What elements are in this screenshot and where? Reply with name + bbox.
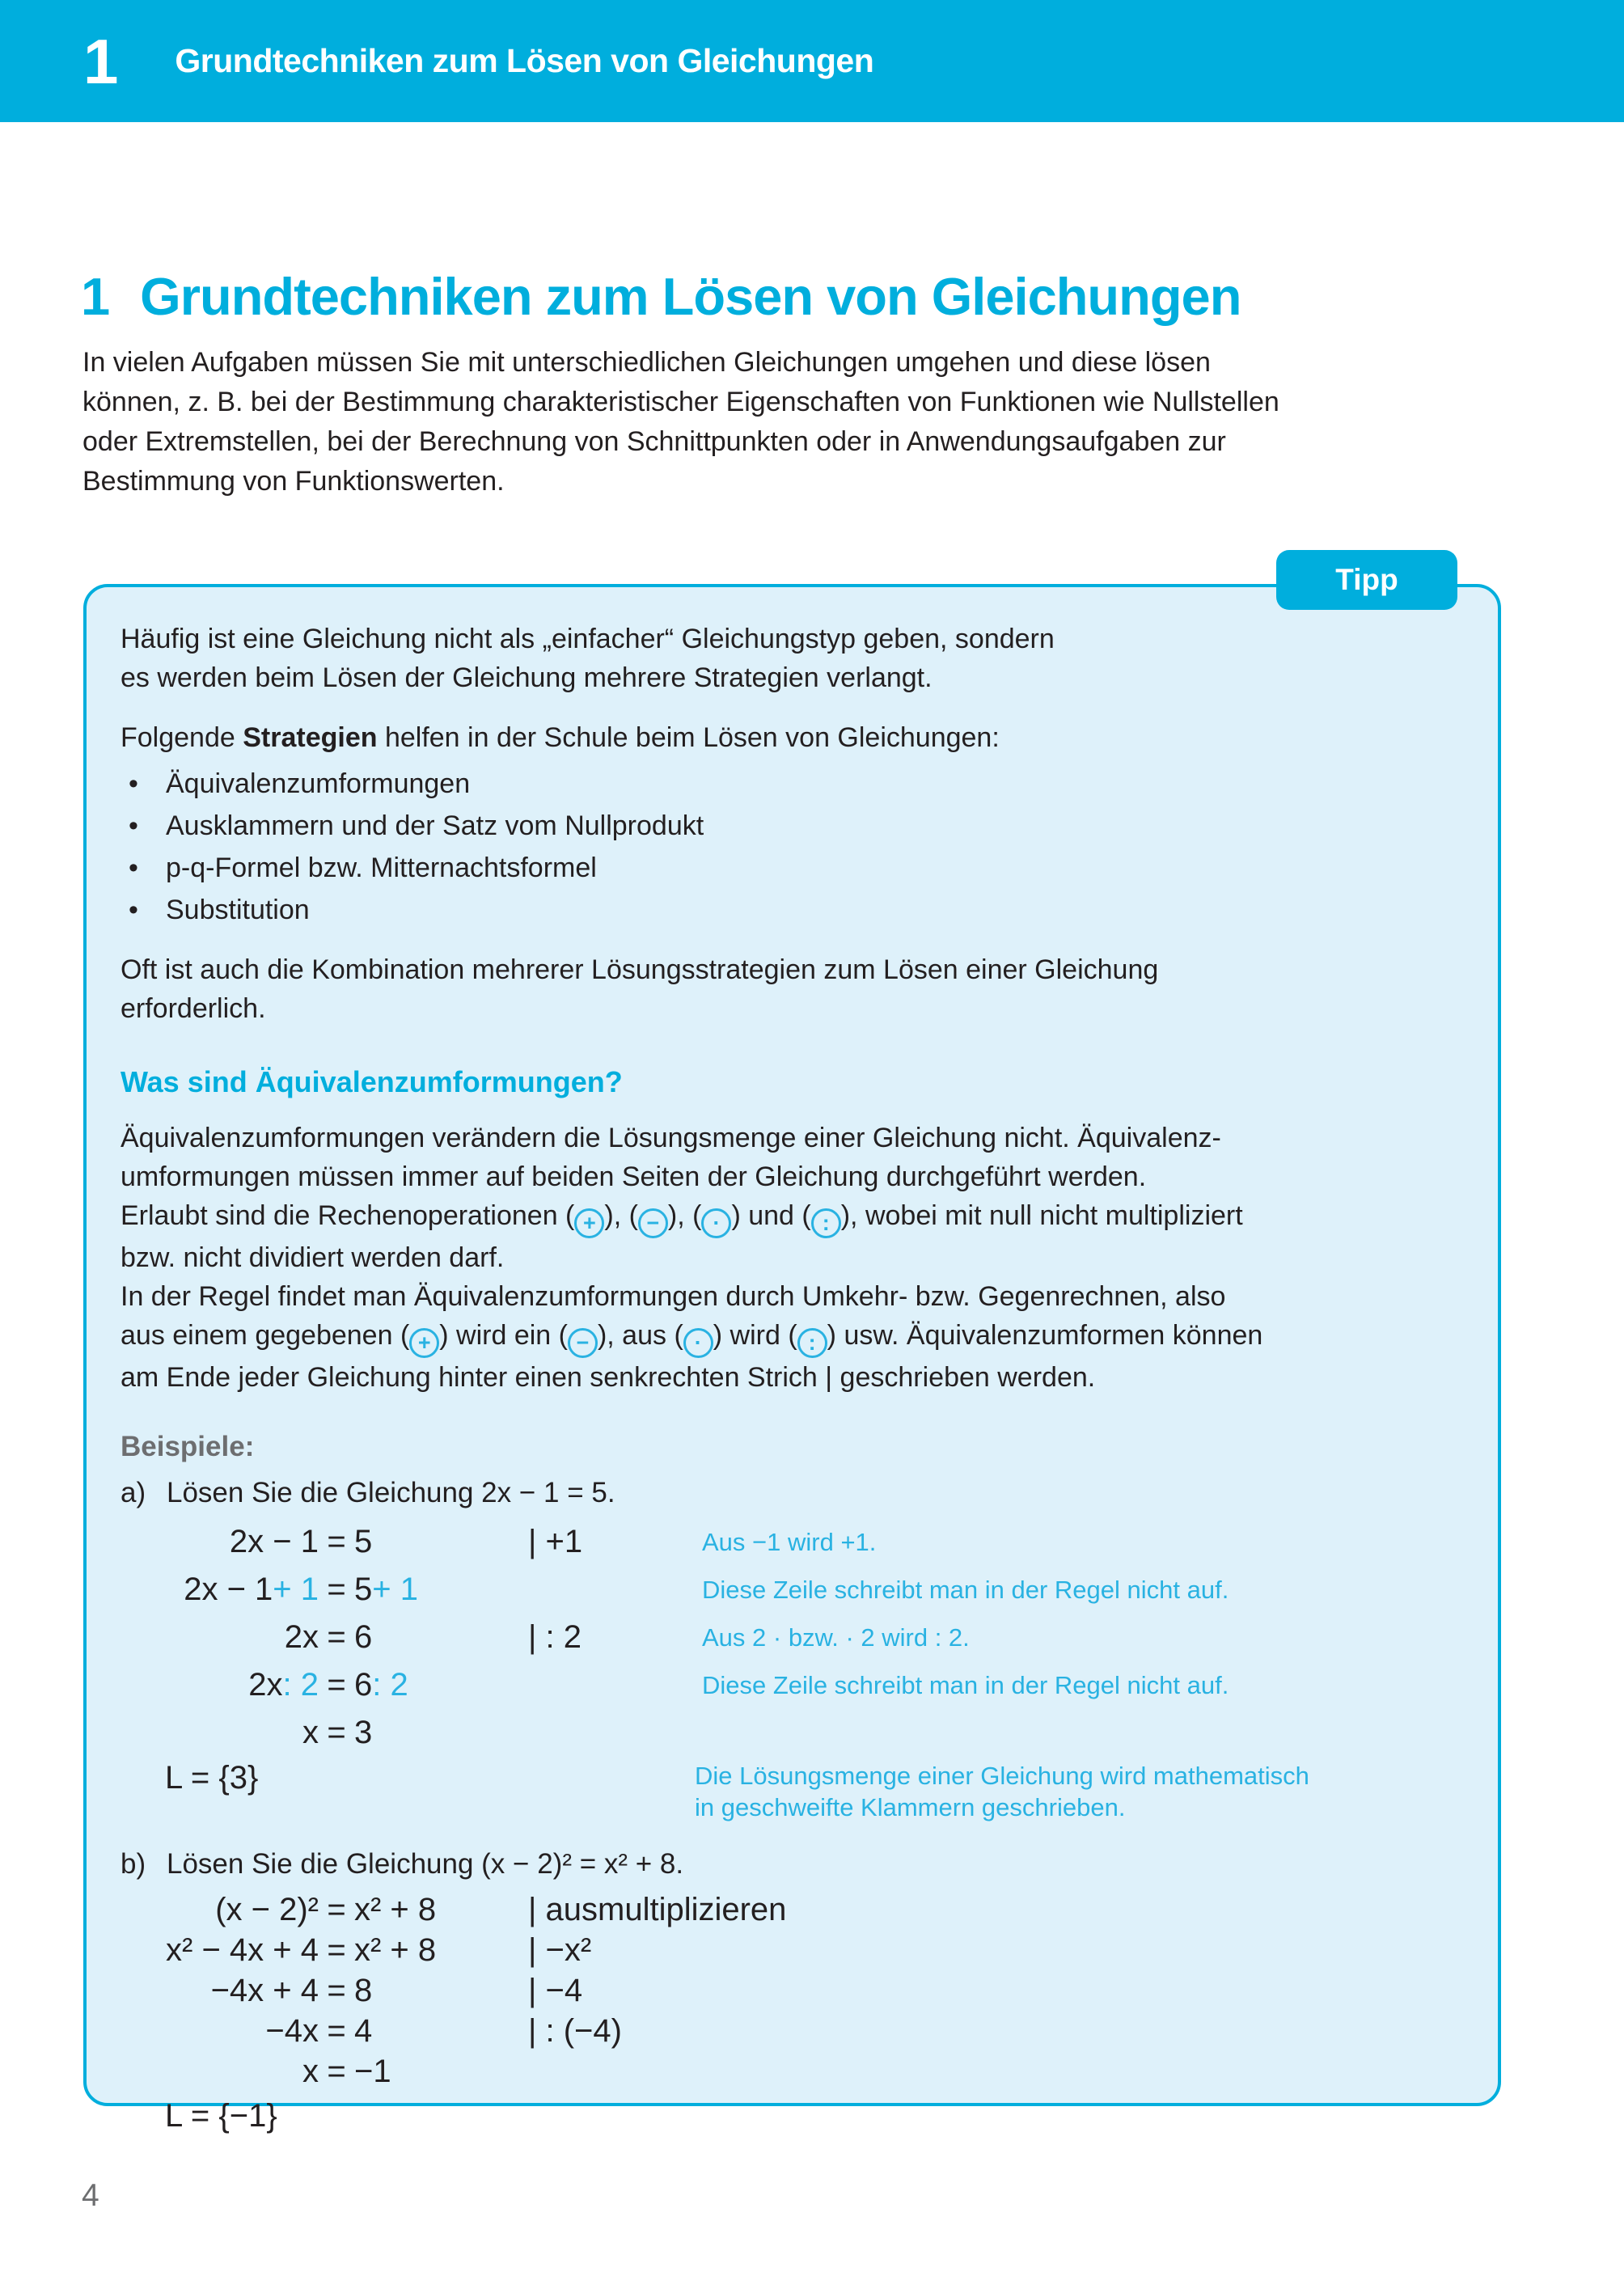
text-segment: x² + 8	[354, 1931, 437, 1968]
text-segment: ), aus (	[597, 1320, 683, 1351]
text-line	[121, 658, 1461, 697]
multiply-circle-icon: ·	[683, 1328, 713, 1358]
equation-rhs	[354, 1661, 528, 1709]
equation-operation: | −4	[528, 1972, 583, 2008]
equation-note: Diese Zeile schreibt man in der Regel nicht auf.	[702, 1671, 1229, 1699]
chapter-title: Grundtechniken zum Lösen von Gleichungen	[175, 42, 874, 79]
equation-rhs	[354, 1614, 528, 1661]
equation-note	[702, 2051, 1461, 2092]
text-segment: 2x	[248, 1667, 283, 1703]
chapter-header-bar	[0, 0, 1624, 122]
equation-lhs	[121, 2011, 319, 2051]
equation-rhs	[354, 1970, 528, 2011]
example-b-solution: L = {−1}	[165, 2098, 277, 2134]
text-segment: x² + 8	[354, 1891, 437, 1927]
tip-subheading: Was sind Äquivalenzumformungen?	[121, 1065, 623, 1098]
example-b-label: b)	[121, 1848, 146, 1880]
bullet-icon: •	[129, 852, 138, 883]
equation-operation	[528, 1709, 702, 1757]
text-segment: ), (	[667, 1200, 702, 1231]
equation-rhs	[354, 1930, 528, 1970]
equation-operation: | −x²	[528, 1931, 592, 1968]
equals-sign: =	[327, 1715, 346, 1750]
equation-operation: | ausmultiplizieren	[528, 1891, 787, 1927]
equals-sign: =	[327, 2012, 346, 2049]
text-segment: 6	[354, 1619, 373, 1655]
text-segment: es werden beim Lösen der Gleichung mehrere Strategien verlangt.	[121, 662, 933, 693]
equation-lhs	[121, 1709, 319, 1757]
text-segment: Die Lösungsmenge einer Gleichung wird mathematisch	[695, 1762, 1309, 1790]
text-segment: x	[302, 2053, 319, 2089]
equation-note	[702, 1970, 1461, 2011]
equals-sign: =	[327, 1667, 346, 1703]
text-line	[82, 462, 1563, 501]
equation-operation: | : 2	[528, 1619, 582, 1655]
equation-lhs	[121, 1518, 319, 1566]
equals-sign: =	[327, 1619, 346, 1655]
text-segment: + 1	[273, 1572, 319, 1607]
tip-paragraph-combination	[121, 950, 1461, 1028]
equation-lhs	[121, 1661, 319, 1709]
equation-operation	[528, 1661, 702, 1709]
example-a	[121, 1473, 1461, 1823]
text-segment: helfen in der Schule beim Lösen von Gleichungen:	[377, 722, 1000, 753]
text-segment: ) wird (	[713, 1320, 797, 1351]
equation-note	[702, 1889, 1461, 1930]
text-segment: ) wird ein (	[439, 1320, 568, 1351]
equation-operation: | : (−4)	[528, 2012, 622, 2049]
strategy-list	[121, 763, 1461, 931]
equation-lhs	[121, 1889, 319, 1930]
text-segment: x² − 4x + 4	[166, 1931, 319, 1968]
text-segment: In der Regel findet man Äquivalenzumformungen durch Umkehr- bzw. Gegenrechnen, also	[121, 1281, 1226, 1312]
equation-lhs	[121, 2051, 319, 2092]
strategy-list-item	[121, 889, 1461, 931]
example-b-intro	[121, 1844, 1461, 1885]
equation-note	[702, 2011, 1461, 2051]
text-segment: ) usw. Äquivalenzumformen können	[827, 1320, 1263, 1351]
bullet-icon: •	[129, 895, 138, 925]
multiply-circle-icon: ·	[701, 1208, 731, 1238]
example-a-solution-note	[695, 1760, 1309, 1823]
example-a-equations	[121, 1518, 1461, 1757]
text-line	[121, 989, 1461, 1028]
tip-tab-label: Tipp	[1335, 563, 1398, 596]
equation-rhs	[354, 1889, 528, 1930]
examples-label: Beispiele:	[121, 1431, 255, 1462]
example-a-label: a)	[121, 1477, 146, 1508]
text-line	[121, 1196, 1461, 1238]
intro-paragraph	[82, 343, 1563, 501]
text-segment: 5	[354, 1572, 373, 1607]
text-segment: : 2	[282, 1667, 319, 1703]
equation-rhs	[354, 2051, 528, 2092]
equation-lhs	[121, 1930, 319, 1970]
equation-note	[702, 1930, 1461, 1970]
equals-sign: =	[327, 1891, 346, 1927]
text-segment: Bestimmung von Funktionswerten.	[82, 466, 505, 497]
equals-sign: =	[327, 1572, 346, 1607]
equation-operation	[528, 1566, 702, 1614]
text-segment: in geschweifte Klammern geschrieben.	[695, 1793, 1126, 1821]
strategy-list-item	[121, 847, 1461, 889]
text-segment: x	[302, 1715, 319, 1750]
solution-note-line	[695, 1760, 1309, 1792]
example-a-intro	[121, 1473, 1461, 1513]
equation-operation	[528, 2051, 702, 2092]
minus-circle-icon: −	[568, 1328, 598, 1358]
text-line	[121, 620, 1461, 658]
page-number: 4	[82, 2178, 99, 2213]
text-segment: 2x − 1	[229, 1524, 319, 1559]
text-segment: 6	[354, 1667, 373, 1703]
plus-circle-icon: +	[574, 1208, 604, 1238]
text-segment: 8	[354, 1972, 373, 2008]
equals-sign: =	[327, 2053, 346, 2089]
example-b-task: Lösen Sie die Gleichung (x − 2)² = x² + 8.	[167, 1848, 684, 1880]
text-segment: Häufig ist eine Gleichung nicht als „einfacher“ Gleichungstyp geben, sondern	[121, 624, 1055, 654]
solution-note-line	[695, 1792, 1309, 1823]
text-line	[82, 422, 1563, 462]
strategy-label: p-q-Formel bzw. Mitternachtsformel	[166, 852, 597, 883]
text-line	[121, 1157, 1461, 1196]
page-title-number: 1	[81, 266, 110, 326]
bullet-icon: •	[129, 768, 138, 799]
strategy-label: Substitution	[166, 895, 310, 925]
equals-sign: =	[327, 1931, 346, 1968]
chapter-number: 1	[83, 25, 119, 97]
text-line	[121, 1316, 1461, 1358]
text-segment: −1	[354, 2053, 391, 2089]
equation-rhs	[354, 1566, 528, 1614]
text-segment: 2x − 1	[184, 1572, 273, 1607]
text-segment: aus einem gegebenen (	[121, 1320, 410, 1351]
text-segment: −4x	[265, 2012, 319, 2049]
page-title	[81, 266, 1241, 326]
text-segment: Oft ist auch die Kombination mehrerer Lösungsstrategien zum Lösen einer Gleichung	[121, 954, 1159, 985]
text-segment: 2x	[284, 1619, 319, 1655]
text-line	[82, 343, 1563, 383]
strategy-list-item	[121, 763, 1461, 805]
equation-rhs	[354, 2011, 528, 2051]
text-line	[121, 1238, 1461, 1277]
example-a-solution-row	[121, 1760, 1461, 1823]
tip-strategies-intro	[121, 718, 1461, 757]
example-b	[121, 1844, 1461, 2134]
equation-operation: | +1	[528, 1524, 583, 1559]
example-b-equations	[121, 1889, 1461, 2092]
text-segment: : 2	[372, 1667, 408, 1703]
text-line	[121, 950, 1461, 989]
tip-paragraph-operations	[121, 1119, 1461, 1397]
equation-note	[702, 1709, 1461, 1757]
text-segment: Erlaubt sind die Rechenoperationen (	[121, 1200, 575, 1231]
text-segment: ) und (	[731, 1200, 811, 1231]
text-segment: + 1	[372, 1572, 418, 1607]
equation-lhs	[121, 1970, 319, 2011]
text-line	[121, 1358, 1461, 1397]
equals-sign: =	[327, 1972, 346, 2008]
equation-lhs	[121, 1614, 319, 1661]
equation-note: Aus 2 · bzw. · 2 wird : 2.	[702, 1623, 970, 1652]
text-line	[121, 1119, 1461, 1157]
text-segment: 3	[354, 1715, 373, 1750]
text-segment: erforderlich.	[121, 993, 266, 1024]
text-segment: −4x + 4	[210, 1972, 319, 2008]
tip-tab-badge	[1276, 550, 1457, 610]
text-segment: oder Extremstellen, bei der Berechnung von Schnittpunkten oder in Anwendungsaufgaben zur	[82, 426, 1226, 457]
text-segment: ), wobei mit null nicht multipliziert	[840, 1200, 1243, 1231]
text-segment: Äquivalenzumformungen verändern die Lösungsmenge einer Gleichung nicht. Äquivalenz-	[121, 1123, 1221, 1153]
strategy-list-item	[121, 805, 1461, 847]
text-line	[121, 1277, 1461, 1316]
minus-circle-icon: −	[638, 1208, 668, 1238]
strategy-label: Ausklammern und der Satz vom Nullprodukt	[166, 810, 704, 841]
text-segment: umformungen müssen immer auf beiden Seiten der Gleichung durchgeführt werden.	[121, 1161, 1147, 1192]
tip-paragraph-intro	[121, 620, 1461, 697]
divide-circle-icon: :	[811, 1208, 841, 1238]
text-segment: (x − 2)²	[215, 1891, 319, 1927]
equation-note: Aus −1 wird +1.	[702, 1528, 877, 1556]
tip-box	[83, 563, 1501, 2134]
equation-lhs	[121, 1566, 319, 1614]
page-title-text: Grundtechniken zum Lösen von Gleichungen	[140, 266, 1241, 326]
divide-circle-icon: :	[797, 1328, 827, 1358]
equation-note: Diese Zeile schreibt man in der Regel nicht auf.	[702, 1576, 1229, 1604]
equation-rhs	[354, 1518, 528, 1566]
equation-rhs	[354, 1709, 528, 1757]
text-segment: 4	[354, 2012, 373, 2049]
plus-circle-icon: +	[409, 1328, 439, 1358]
text-segment: ), (	[604, 1200, 638, 1231]
example-a-solution: L = {3}	[165, 1760, 259, 1796]
equals-sign: =	[327, 1524, 346, 1559]
text-segment: In vielen Aufgaben müssen Sie mit unterschiedlichen Gleichungen umgehen und diese lösen	[82, 347, 1211, 378]
strategy-label: Äquivalenzumformungen	[166, 768, 471, 799]
bullet-icon: •	[129, 810, 138, 841]
text-segment: bzw. nicht dividiert werden darf.	[121, 1242, 505, 1273]
text-segment: Folgende	[121, 722, 243, 753]
example-a-task: Lösen Sie die Gleichung 2x − 1 = 5.	[167, 1477, 615, 1508]
text-segment: können, z. B. bei der Bestimmung charakteristischer Eigenschaften von Funktionen wie Nullstellen	[82, 387, 1279, 417]
text-line	[82, 383, 1563, 422]
text-segment: 5	[354, 1524, 373, 1559]
text-segment: Strategien	[243, 722, 378, 753]
text-segment: am Ende jeder Gleichung hinter einen senkrechten Strich | geschrieben werden.	[121, 1362, 1096, 1393]
